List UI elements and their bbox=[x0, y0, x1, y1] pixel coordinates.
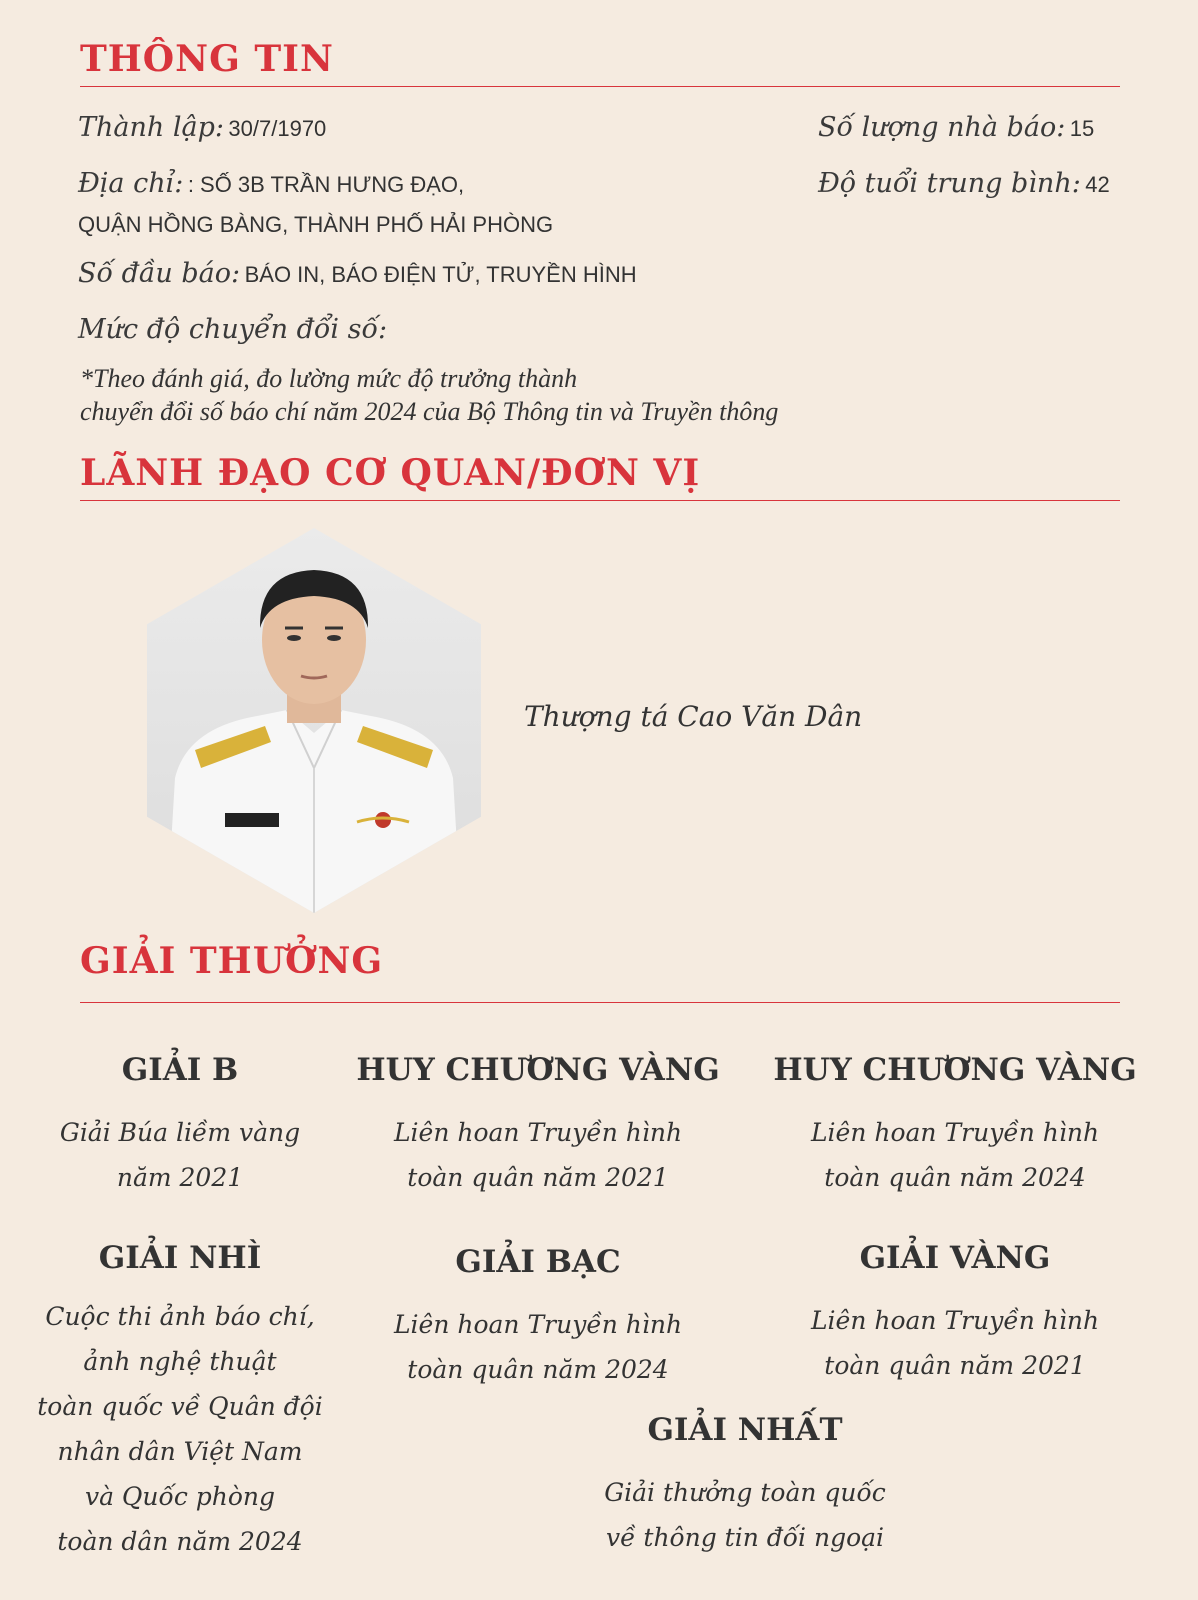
outlets-row bbox=[78, 258, 637, 289]
address-label: Địa chỉ: bbox=[78, 168, 184, 199]
founded-label: Thành lập: bbox=[78, 112, 224, 143]
leader-name: Thượng tá Cao Văn Dân bbox=[524, 700, 863, 733]
digital-note-line-2: chuyển đổi số báo chí năm 2024 của Bộ Thông tin và Truyền thông bbox=[80, 397, 779, 426]
award-item bbox=[348, 1244, 728, 1392]
award-desc-line: Cuộc thi ảnh báo chí, bbox=[45, 1302, 315, 1331]
avg-age-label: Độ tuổi trung bình: bbox=[818, 168, 1081, 199]
award-desc-line: nhân dân Việt Nam bbox=[57, 1437, 303, 1466]
address-row bbox=[78, 168, 464, 199]
award-desc-line: Giải thưởng toàn quốc bbox=[604, 1478, 886, 1507]
award-desc-line: Giải Búa liềm vàng bbox=[59, 1118, 301, 1147]
award-desc-line: và Quốc phòng bbox=[84, 1482, 276, 1511]
award-description bbox=[760, 1110, 1150, 1200]
founded-row bbox=[78, 112, 326, 143]
award-desc-line: toàn quân năm 2021 bbox=[824, 1351, 1086, 1380]
address-value-line-2: QUẬN HỒNG BÀNG, THÀNH PHỐ HẢI PHÒNG bbox=[78, 212, 554, 237]
award-desc-line: toàn quốc về Quân đội bbox=[37, 1392, 323, 1421]
award-description bbox=[20, 1294, 340, 1564]
leader-portrait-illustration bbox=[147, 528, 481, 913]
award-desc-line: về thông tin đối ngoại bbox=[605, 1523, 885, 1552]
award-title: GIẢI NHẤT bbox=[647, 1412, 843, 1448]
award-desc-line: Liên hoan Truyền hình bbox=[393, 1118, 683, 1147]
outlets-label: Số đầu báo: bbox=[78, 258, 241, 289]
digital-note bbox=[80, 362, 778, 428]
award-title: HUY CHƯƠNG VÀNG bbox=[356, 1052, 720, 1088]
award-desc-line: Liên hoan Truyền hình bbox=[810, 1306, 1100, 1335]
award-title: HUY CHƯƠNG VÀNG bbox=[773, 1052, 1137, 1088]
info-section-rule bbox=[80, 86, 1120, 87]
award-title: GIẢI B bbox=[121, 1052, 239, 1088]
award-desc-line: ảnh nghệ thuật bbox=[83, 1347, 277, 1376]
founded-value: 30/7/1970 bbox=[228, 116, 327, 141]
award-description bbox=[20, 1110, 340, 1200]
award-title: GIẢI BẠC bbox=[455, 1244, 621, 1280]
address-value-line-1: : SỐ 3B TRẦN HƯNG ĐẠO, bbox=[187, 172, 465, 197]
award-desc-line: toàn quân năm 2021 bbox=[407, 1163, 669, 1192]
award-description bbox=[560, 1470, 930, 1560]
journalists-label: Số lượng nhà báo: bbox=[818, 112, 1066, 143]
award-description bbox=[348, 1110, 728, 1200]
award-item bbox=[760, 1240, 1150, 1388]
award-description bbox=[348, 1302, 728, 1392]
awards-section-rule bbox=[80, 1002, 1120, 1003]
leadership-section-rule bbox=[80, 500, 1120, 501]
award-description bbox=[760, 1298, 1150, 1388]
digital-note-line-1: *Theo đánh giá, đo lường mức độ trưởng thành bbox=[80, 364, 578, 393]
journalists-row bbox=[818, 112, 1094, 143]
leader-photo bbox=[147, 528, 481, 913]
award-desc-line: toàn quân năm 2024 bbox=[407, 1355, 669, 1384]
award-item bbox=[560, 1412, 930, 1560]
awards-section-title: GIẢI THƯỞNG bbox=[80, 940, 384, 982]
award-title: GIẢI NHÌ bbox=[98, 1240, 262, 1276]
award-item bbox=[348, 1052, 728, 1200]
award-title: GIẢI VÀNG bbox=[859, 1240, 1051, 1276]
award-item bbox=[760, 1052, 1150, 1200]
outlets-value: BÁO IN, BÁO ĐIỆN TỬ, TRUYỀN HÌNH bbox=[244, 262, 637, 287]
journalists-value: 15 bbox=[1069, 116, 1095, 141]
avg-age-row bbox=[818, 168, 1110, 199]
award-desc-line: Liên hoan Truyền hình bbox=[393, 1310, 683, 1339]
award-item bbox=[20, 1052, 340, 1200]
award-desc-line: toàn dân năm 2024 bbox=[57, 1527, 303, 1556]
avg-age-value: 42 bbox=[1085, 172, 1110, 197]
leadership-section-title: LÃNH ĐẠO CƠ QUAN/ĐƠN VỊ bbox=[80, 452, 701, 494]
award-item bbox=[20, 1240, 340, 1564]
digital-transformation-label: Mức độ chuyển đổi số: bbox=[78, 314, 388, 345]
info-section-title: THÔNG TIN bbox=[80, 38, 334, 80]
award-desc-line: toàn quân năm 2024 bbox=[824, 1163, 1086, 1192]
award-desc-line: Liên hoan Truyền hình bbox=[810, 1118, 1100, 1147]
award-desc-line: năm 2021 bbox=[116, 1163, 244, 1192]
